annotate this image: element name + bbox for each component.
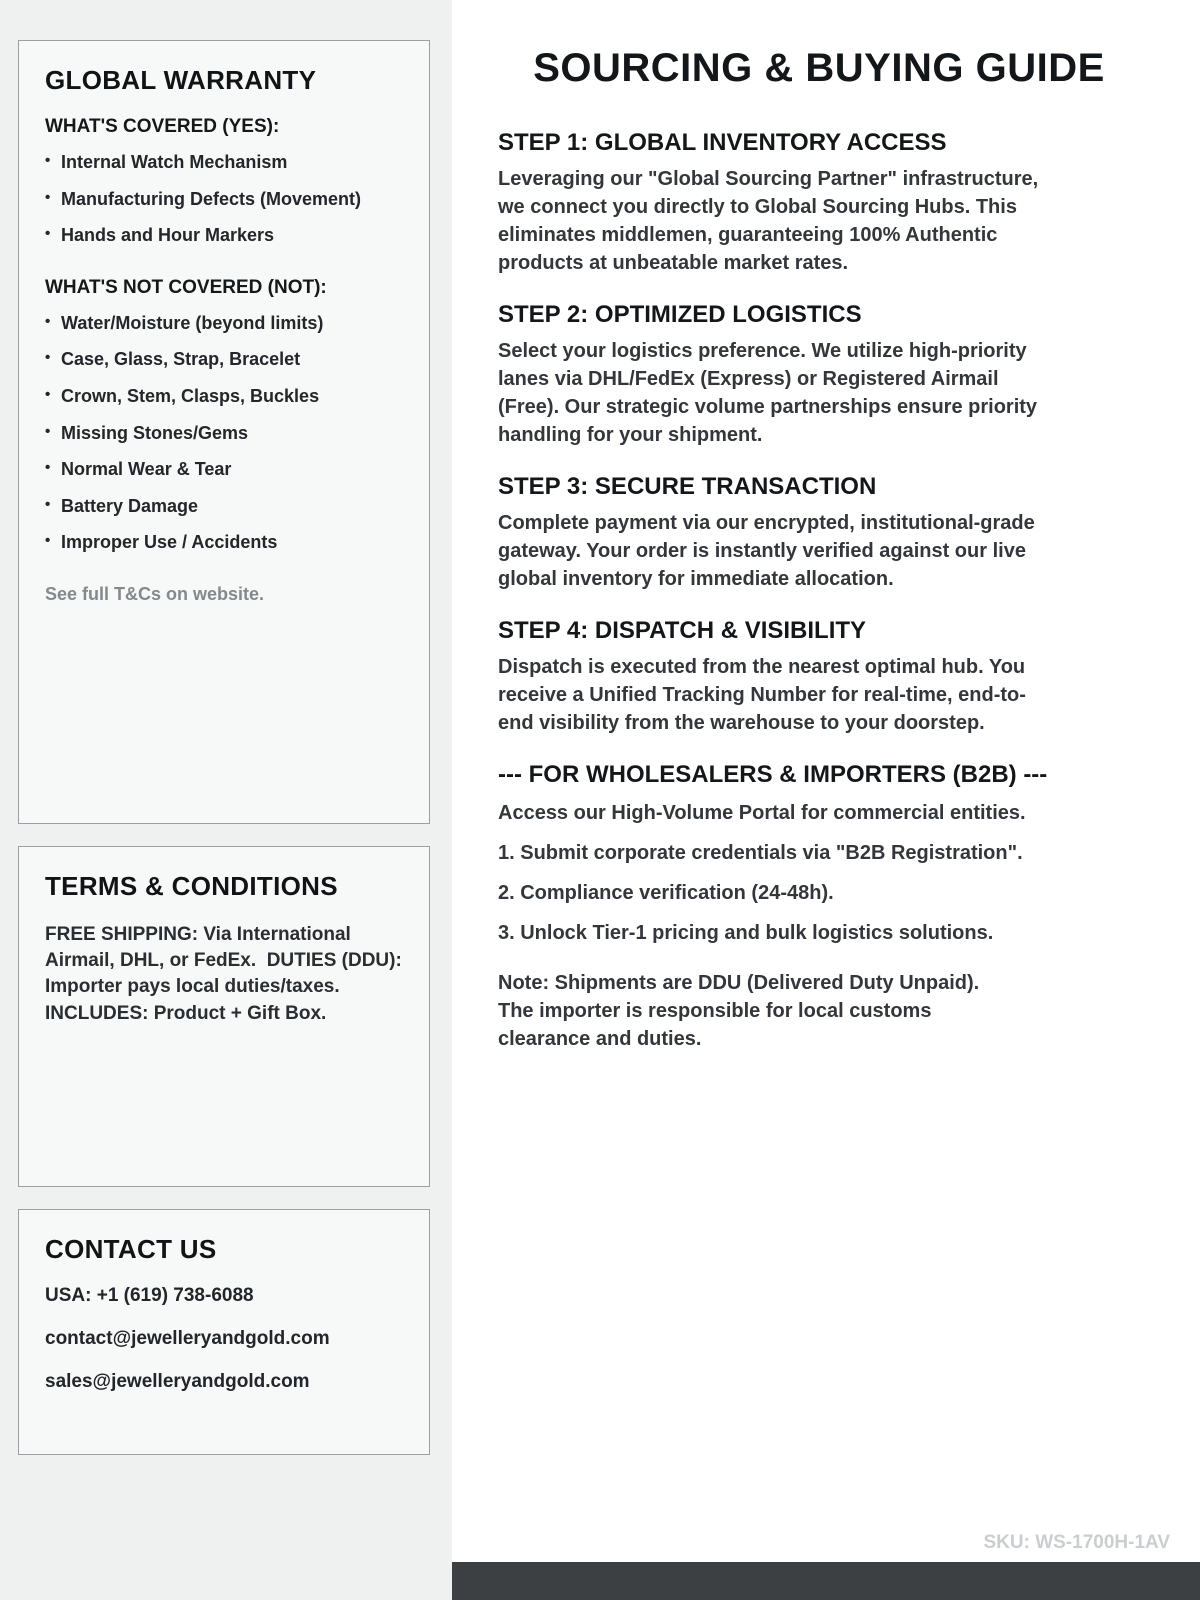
sku-label: SKU: WS-1700H-1AV <box>983 1532 1170 1553</box>
terms-title: TERMS & CONDITIONS <box>45 871 338 901</box>
contact-title: CONTACT US <box>45 1234 217 1264</box>
step-4-body: Dispatch is executed from the nearest optimal hub. You receive a Unified Tracking Number for real-time, end-to-end visibility from the warehouse to your doorstep. <box>498 656 1026 734</box>
list-item: • Improper Use / Accidents <box>45 532 403 554</box>
list-item: • Internal Watch Mechanism <box>45 152 403 174</box>
step-2-body: Select your logistics preference. We utilize high-priority lanes via DHL/FedEx (Express) or Registered Airmail (Free). Our strategic volume partnerships ensure priority handling for your shipment. <box>498 340 1038 446</box>
list-item: • Case, Glass, Strap, Bracelet <box>45 349 403 371</box>
b2b-heading: --- FOR WHOLESALERS & IMPORTERS (B2B) --- <box>498 761 1048 788</box>
list-item: • Battery Damage <box>45 496 403 518</box>
list-item: • Missing Stones/Gems <box>45 423 403 445</box>
contact-phone: USA: +1 (619) 738-6088 <box>45 1285 254 1306</box>
covered-title: WHAT'S COVERED (YES): <box>45 116 280 137</box>
step-1-body: Leveraging our "Global Sourcing Partner" infrastructure, we connect you directly to Global Sourcing Hubs. This eliminates middlemen, guaranteeing 100% Authentic products at unbeatable market rates. <box>498 168 1039 274</box>
b2b-item-3: 3. Unlock Tier-1 pricing and bulk logistics solutions. <box>498 922 994 944</box>
step-3-heading: STEP 3: SECURE TRANSACTION <box>498 473 877 500</box>
b2b-item-2: 2. Compliance verification (24-48h). <box>498 882 834 904</box>
step-1-heading: STEP 1: GLOBAL INVENTORY ACCESS <box>498 129 947 156</box>
terms-body: FREE SHIPPING: Via International Airmail, DHL, or FedEx. DUTIES (DDU): Importer pays local duties/taxes. INCLUDES: Product + Gift Box. <box>45 924 408 1024</box>
not-covered-list <box>45 313 403 554</box>
sidebar <box>0 0 452 1600</box>
footer-bar <box>452 1562 1200 1600</box>
list-item: • Manufacturing Defects (Movement) <box>45 189 403 211</box>
contact-email: contact@jewelleryandgold.com <box>45 1328 330 1349</box>
covered-list <box>45 152 403 247</box>
b2b-section <box>498 761 1140 1053</box>
step-2 <box>498 301 1058 449</box>
b2b-intro: Access our High-Volume Portal for commercial entities. <box>498 802 1026 824</box>
step-4 <box>498 617 1058 737</box>
step-2-heading: STEP 2: OPTIMIZED LOGISTICS <box>498 301 862 328</box>
list-item: • Water/Moisture (beyond limits) <box>45 313 403 335</box>
main-content <box>452 0 1200 1600</box>
terms-box <box>18 846 430 1187</box>
b2b-item-1: 1. Submit corporate credentials via "B2B Registration". <box>498 842 1023 864</box>
step-4-heading: STEP 4: DISPATCH & VISIBILITY <box>498 617 867 644</box>
step-3-body: Complete payment via our encrypted, institutional-grade gateway. Your order is instantly verified against our live global inventory for immediate allocation. <box>498 512 1035 590</box>
step-1 <box>498 129 1058 277</box>
warranty-footnote: See full T&Cs on website. <box>45 583 265 604</box>
b2b-note: Note: Shipments are DDU (Delivered Duty Unpaid). The importer is responsible for local customs clearance and duties. <box>498 972 980 1050</box>
step-3 <box>498 473 1058 593</box>
page-title: SOURCING & BUYING GUIDE <box>533 46 1105 90</box>
list-item: • Hands and Hour Markers <box>45 225 403 247</box>
list-item: • Normal Wear & Tear <box>45 459 403 481</box>
global-warranty-box <box>18 40 430 824</box>
sales-email: sales@jewelleryandgold.com <box>45 1371 310 1392</box>
not-covered-title: WHAT'S NOT COVERED (NOT): <box>45 276 327 298</box>
warranty-title: GLOBAL WARRANTY <box>45 65 317 95</box>
list-item: • Crown, Stem, Clasps, Buckles <box>45 386 403 408</box>
contact-box <box>18 1209 430 1455</box>
